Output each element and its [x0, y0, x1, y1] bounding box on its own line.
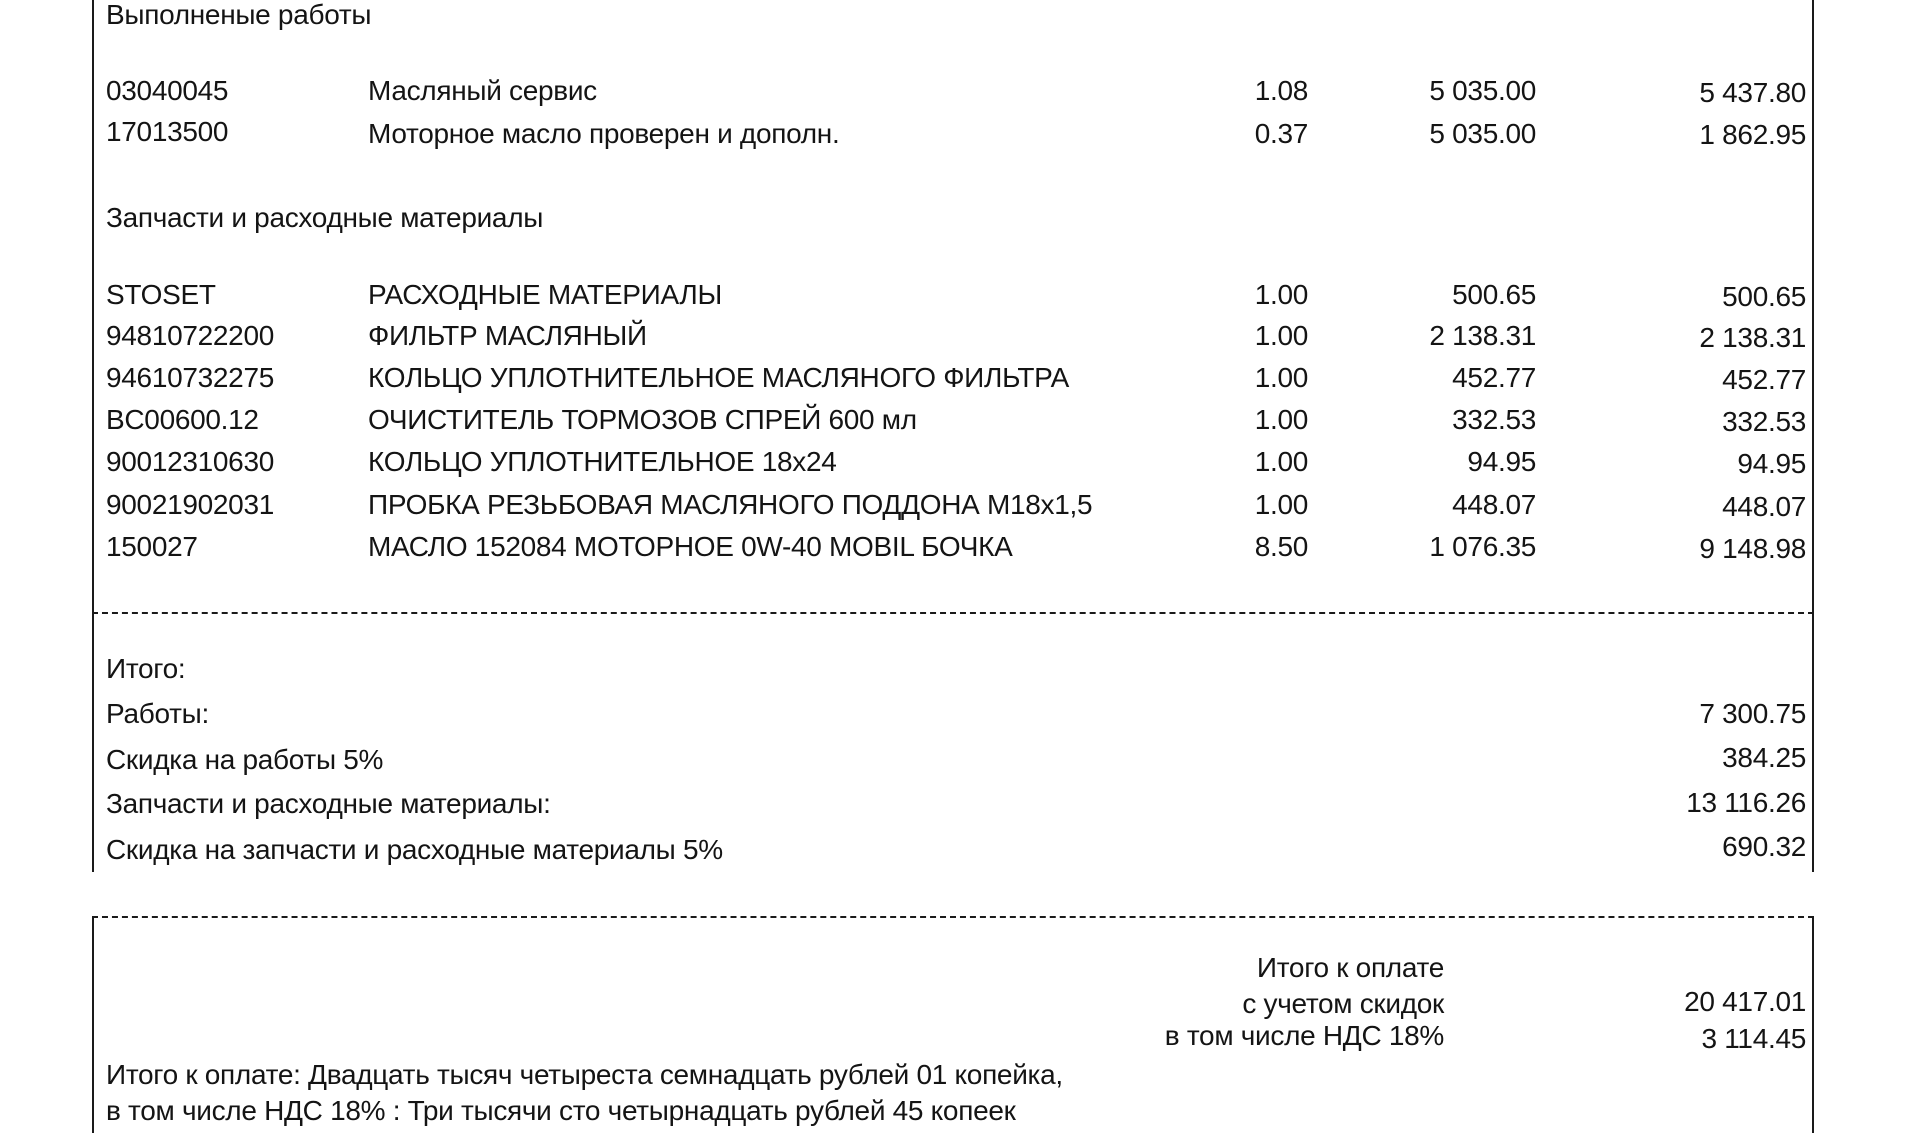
item-name: Моторное масло проверен и дополн. [368, 118, 840, 149]
item-price: 2 138.31 [1429, 320, 1536, 351]
totals-value: 7 300.75 [1699, 698, 1806, 729]
item-sum: 452.77 [1722, 364, 1806, 395]
item-name: ПРОБКА РЕЗЬБОВАЯ МАСЛЯНОГО ПОДДОНА M18x1,5 [368, 489, 1093, 520]
payment-label-line2: с учетом скидок [1242, 988, 1444, 1019]
left-border-top [92, 0, 94, 872]
item-name: ОЧИСТИТЕЛЬ ТОРМОЗОВ СПРЕЙ 600 мл [368, 404, 917, 435]
payment-label-line1: Итого к оплате [1256, 952, 1444, 983]
payment-vat-value: 3 114.45 [1701, 1023, 1806, 1054]
item-code: 90012310630 [106, 446, 274, 477]
payment-total-value: 20 417.01 [1684, 986, 1806, 1017]
right-border-top [1812, 0, 1814, 872]
item-code: 03040045 [106, 75, 229, 106]
item-qty: 1.00 [1254, 279, 1308, 310]
item-name: ФИЛЬТР МАСЛЯНЫЙ [368, 320, 647, 351]
item-price: 1 076.35 [1429, 531, 1536, 562]
item-sum: 500.65 [1722, 281, 1806, 312]
parts-section-title: Запчасти и расходные материалы [106, 202, 544, 233]
item-sum: 1 862.95 [1699, 119, 1806, 150]
item-sum: 94.95 [1737, 448, 1806, 479]
item-price: 94.95 [1467, 446, 1536, 477]
item-sum: 9 148.98 [1699, 533, 1806, 564]
totals-label: Скидка на запчасти и расходные материалы 5% [106, 834, 723, 865]
totals-value: 384.25 [1722, 742, 1806, 773]
item-code: STOSET [106, 279, 216, 310]
divider-dashed-2 [92, 916, 1814, 918]
works-section-title: Выполненые работы [106, 0, 372, 30]
totals-label: Работы: [106, 698, 209, 729]
item-code: 17013500 [106, 116, 229, 147]
item-price: 5 035.00 [1429, 75, 1536, 106]
item-code: 150027 [106, 531, 198, 562]
item-name: КОЛЬЦО УПЛОТНИТЕЛЬНОЕ 18x24 [368, 446, 837, 477]
totals-title: Итого: [106, 653, 186, 684]
payment-words-line2: в том числе НДС 18% : Три тысячи сто четырнадцать рублей 45 копеек [106, 1095, 1016, 1126]
item-qty: 8.50 [1254, 531, 1308, 562]
item-code: 94610732275 [106, 362, 274, 393]
item-code: 90021902031 [106, 489, 274, 520]
item-code: BC00600.12 [106, 404, 259, 435]
item-qty: 1.00 [1254, 446, 1308, 477]
item-price: 452.77 [1452, 362, 1536, 393]
totals-value: 13 116.26 [1686, 787, 1806, 818]
item-sum: 2 138.31 [1699, 322, 1806, 353]
totals-label: Скидка на работы 5% [106, 744, 384, 775]
divider-dashed-1 [92, 612, 1814, 614]
item-qty: 1.08 [1254, 75, 1308, 106]
payment-label-line3: в том числе НДС 18% [1164, 1020, 1444, 1051]
item-qty: 1.00 [1254, 320, 1308, 351]
item-sum: 332.53 [1722, 406, 1806, 437]
item-price: 5 035.00 [1429, 118, 1536, 149]
item-sum: 448.07 [1722, 491, 1806, 522]
item-qty: 1.00 [1254, 489, 1308, 520]
totals-value: 690.32 [1722, 831, 1806, 862]
left-border-bottom [92, 916, 94, 1133]
item-name: РАСХОДНЫЕ МАТЕРИАЛЫ [368, 279, 722, 310]
item-qty: 1.00 [1254, 404, 1308, 435]
payment-words-line1: Итого к оплате: Двадцать тысяч четыреста семнадцать рублей 01 копейка, [106, 1059, 1063, 1090]
item-sum: 5 437.80 [1699, 77, 1806, 108]
item-price: 500.65 [1452, 279, 1536, 310]
item-qty: 1.00 [1254, 362, 1308, 393]
item-price: 332.53 [1452, 404, 1536, 435]
item-name: Масляный сервис [368, 75, 597, 106]
right-border-bottom [1812, 916, 1814, 1133]
totals-label: Запчасти и расходные материалы: [106, 788, 551, 819]
item-qty: 0.37 [1254, 118, 1308, 149]
item-code: 94810722200 [106, 320, 274, 351]
item-name: КОЛЬЦО УПЛОТНИТЕЛЬНОЕ МАСЛЯНОГО ФИЛЬТРА [368, 362, 1070, 393]
item-price: 448.07 [1452, 489, 1536, 520]
item-name: МАСЛО 152084 МОТОРНОЕ 0W-40 MOBIL БОЧКА [368, 531, 1013, 562]
